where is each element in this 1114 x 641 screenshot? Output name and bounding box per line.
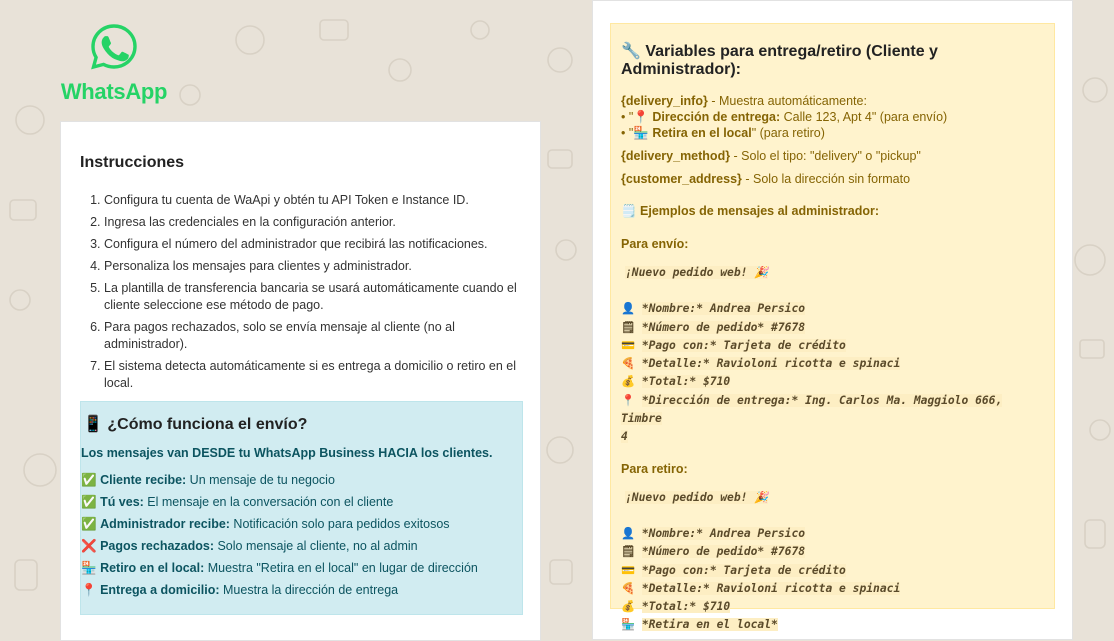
message-line: 💰 *Total:* $710	[621, 373, 1042, 391]
whatsapp-wordmark: WhatsApp	[60, 79, 168, 104]
instructions-title: Instrucciones	[80, 154, 185, 171]
message-line: 💳 *Pago con:* Tarjeta de crédito	[621, 337, 1042, 355]
retiro-header: ¡Nuevo pedido web! 🎉	[625, 490, 769, 504]
cross-icon: ❌	[81, 539, 97, 553]
variables-box	[610, 23, 1055, 632]
message-line: 🗒 *Número de pedido* #7678	[621, 319, 1042, 337]
envio-example	[621, 264, 1042, 447]
var-customer-address: {customer_address} - Solo la dirección sin formato	[621, 172, 911, 186]
list-item: 6. Para pagos rechazados, solo se envía mensaje al cliente (no al administrador).	[104, 319, 521, 353]
user-icon: 👤	[621, 526, 636, 540]
check-icon: ✅	[81, 517, 97, 531]
card-icon: 💳	[621, 563, 636, 577]
phone-icon: 📱	[83, 416, 103, 433]
message-line: 🏪 *Retira en el local*	[621, 616, 1042, 634]
pin-icon: 📍	[81, 583, 97, 597]
info-row-admin: ✅ Administrador recibe: Notificación solo para pedidos exitosos	[81, 517, 450, 531]
list-item: 5. La plantilla de transferencia bancaria se usará automáticamente cuando el cliente seleccione ese método de pago.	[104, 280, 521, 314]
food-icon: 🍕	[621, 357, 636, 371]
message-line: 👤 *Nombre:* Andrea Persico	[621, 525, 1042, 543]
store-icon: 🏪	[621, 618, 636, 632]
message-line: 👤 *Nombre:* Andrea Persico	[621, 300, 1042, 318]
pin-icon: 📍	[621, 393, 636, 407]
whatsapp-logo	[58, 22, 170, 105]
message-line: 🍕 *Detalle:* Ravioloni ricotta e spinaci	[621, 355, 1042, 373]
message-line: 💳 *Pago con:* Tarjeta de crédito	[621, 562, 1042, 580]
info-row-entrega: 📍 Entrega a domicilio: Muestra la dirección de entrega	[81, 583, 399, 597]
info-row-cliente: ✅ Cliente recibe: Un mensaje de tu negocio	[81, 473, 335, 487]
list-item: 3. Configura el número del administrador que recibirá las notificaciones.	[104, 236, 521, 253]
instructions-panel	[60, 121, 541, 641]
message-line: 📍 *Dirección de entrega:* Ing. Carlos Ma. Maggiolo 666, Timbre	[621, 393, 1003, 426]
info-row-tu-ves: ✅ Tú ves: El mensaje en la conversación con el cliente	[81, 495, 394, 509]
bullet-retira: • "🏪 Retira en el local" (para retiro)	[621, 126, 825, 140]
list-item: 2. Ingresa las credenciales en la configuración anterior.	[104, 214, 521, 231]
envio-header: ¡Nuevo pedido web! 🎉	[625, 266, 769, 279]
variables-title: 🔧 Variables para entrega/retiro (Cliente y Administrador):	[621, 43, 938, 78]
list-item: 1. Configura tu cuenta de WaApi y obtén tu API Token e Instance ID.	[104, 192, 521, 209]
store-icon: 🏪	[81, 561, 97, 575]
money-bag-icon: 💰	[621, 375, 636, 389]
shipping-info-subtitle: Los mensajes van DESDE tu WhatsApp Business HACIA los clientes.	[81, 446, 493, 460]
examples-title: 🗒️ Ejemplos de mensajes al administrador:	[621, 204, 880, 218]
info-row-retiro: 🏪 Retiro en el local: Muestra "Retira en el local" en lugar de dirección	[81, 561, 478, 575]
user-icon: 👤	[621, 302, 636, 316]
notepad-icon: 🗒	[621, 545, 636, 559]
variables-panel	[592, 0, 1073, 640]
envio-label: Para envío:	[621, 237, 689, 251]
var-delivery-method: {delivery_method} - Solo el tipo: "delivery" o "pickup"	[621, 149, 921, 163]
whatsapp-icon	[89, 22, 139, 72]
money-bag-icon: 💰	[621, 600, 636, 614]
message-line: 💰 *Total:* $710	[621, 598, 1042, 616]
list-item: 7. El sistema detecta automáticamente si es entrega a domicilio o retiro en el local.	[104, 358, 521, 392]
var-delivery-info: {delivery_info} - Muestra automáticamente:	[621, 94, 867, 108]
notepad-icon: 🗒	[621, 320, 636, 334]
card-icon: 💳	[621, 338, 636, 352]
check-icon: ✅	[81, 495, 97, 509]
food-icon: 🍕	[621, 581, 636, 595]
message-line: 🗒 *Número de pedido* #7678	[621, 543, 1042, 561]
instructions-list	[80, 192, 521, 392]
info-row-rechazados: ❌ Pagos rechazados: Solo mensaje al cliente, no al admin	[81, 539, 418, 553]
retiro-example	[621, 489, 1042, 635]
shipping-info-box	[80, 401, 523, 615]
check-icon: ✅	[81, 473, 97, 487]
retiro-label: Para retiro:	[621, 461, 688, 476]
message-line: 🍕 *Detalle:* Ravioloni ricotta e spinaci	[621, 580, 1042, 598]
list-item: 4. Personaliza los mensajes para clientes y administrador.	[104, 258, 521, 275]
bullet-direccion: • "📍 Dirección de entrega: Calle 123, Apt 4" (para envío)	[621, 110, 948, 124]
message-line: 4	[621, 430, 628, 444]
shipping-info-title: 📱 ¿Cómo funciona el envío?	[83, 416, 308, 433]
